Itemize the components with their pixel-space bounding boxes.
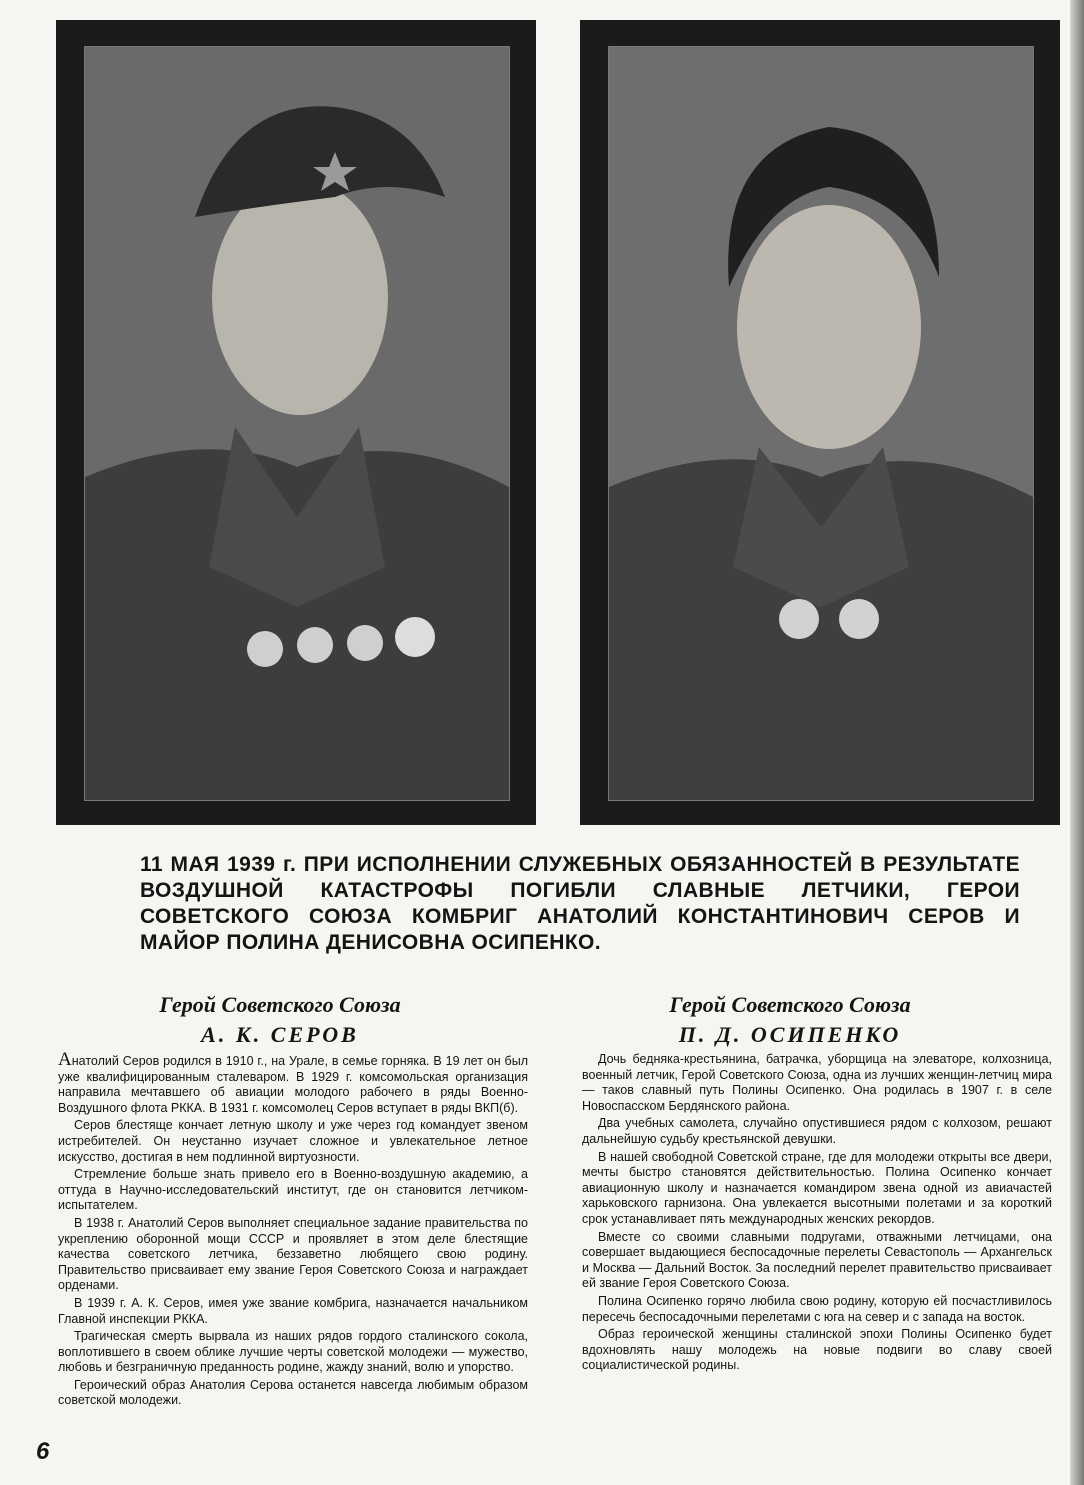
portrait-frame-osipenko (580, 20, 1060, 825)
bio-paragraph: В нашей свободной Советской стране, где для молодежи открыты все двери, мечты быстро становятся действительностью. Полина Осипенко кончает авиационную школу и назначается командиром звена одной из авиачастей харьковского гарнизона. Она увлекается высотными полетами и за короткий срок устанавливает пять международных женских рекордов. (582, 1149, 1052, 1226)
dropcap-letter: А (58, 1049, 72, 1070)
memorial-headline: 11 МАЯ 1939 г. ПРИ ИСПОЛНЕНИИ СЛУЖЕБНЫХ ОБЯЗАННОСТЕЙ В РЕЗУЛЬТАТЕ ВОЗДУШНОЙ КАТАСТРОФЫ ПОГИБЛИ СЛАВНЫЕ ЛЕТЧИКИ, ГЕРОИ СОВЕТСКОГО СОЮЗА КОМБРИГ АНАТОЛИЙ КОНСТАНТИНОВИЧ СЕРОВ И МАЙОР ПОЛИНА ДЕНИСОВНА ОСИПЕНКО. (140, 853, 1020, 954)
bio-paragraph: Героический образ Анатолия Серова останется навсегда любимым образом советской молодежи. (58, 1377, 528, 1408)
bio-title-serov: Герой Советского Союза (159, 992, 401, 1017)
bio-paragraph: Серов блестяще кончает летную школу и уже через год командует звеном истребителей. Он неустанно изучает сложное и увлекательное летное искусство, достигая в нем подлинной виртуозности. (58, 1118, 528, 1164)
bio-paragraph: Трагическая смерть вырвала из наших рядов гордого сталинского сокола, воплотившего в своем облике лучшие черты советской молодежи — мужество, любовь и безграничную преданность родине, жажду знаний, волю и упорство. (58, 1329, 528, 1375)
bio-column-serov (58, 1049, 528, 1411)
bio-name-serov: А. К. СЕРОВ (201, 1022, 359, 1047)
bio-paragraph: Два учебных самолета, случайно опустившиеся рядом с колхозом, решают дальнейшую судьбу крестьянской девушки. (582, 1116, 1052, 1146)
portrait-photo-serov (84, 46, 510, 801)
osipenko-portrait-illustration (609, 47, 1033, 800)
bio-paragraph: Дочь бедняка-крестьянина, батрачка, уборщица на элеваторе, колхозница, военный летчик, Герой Советского Союза, одна из лучших женщин-летчиц мира — таков славный путь Полины Осипенко. Она родилась в 1907 г. в селе Новоспасском Бердянского района. (582, 1052, 1052, 1113)
bio-paragraph: Стремление больше знать привело его в Военно-воздушную академию, а оттуда в Научно-исследовательский институт, где он становится летчиком-испытателем. (58, 1167, 528, 1213)
bio-paragraph: Образ героической женщины сталинской эпохи Полины Осипенко будет вдохновлять нашу молодежь на новые подвиги во славу своей социалистической родины. (582, 1327, 1052, 1373)
bio-column-osipenko (582, 1052, 1052, 1376)
bio-name-osipenko: П. Д. ОСИПЕНКО (678, 1022, 902, 1047)
page-binding-edge (1070, 0, 1084, 1485)
portrait-photo-osipenko (608, 46, 1034, 801)
bio-paragraph: Анатолий Серов родился в 1910 г., на Урале, в семье горняка. В 19 лет он был уже квалифицированным сталеваром. В 1929 г. комсомольская организация направила мечтавшего об авиации молодого рабочего в ряды Военно-Воздушного флота РККА. В 1931 г. комсомолец Серов вступает в ряды ВКП(б). (58, 1049, 528, 1115)
bio-paragraph: В 1938 г. Анатолий Серов выполняет специальное задание правительства по укреплению оборонной мощи СССР и проявляет в этом деле блестящие качества советского летчика, беззаветно любящего свою родину. Правительство присваивает ему звание Героя Советского Союза и награждает орденами. (58, 1215, 528, 1293)
page-number: 6 (36, 1438, 50, 1465)
bio-title-osipenko: Герой Советского Союза (669, 992, 911, 1017)
portrait-frame-serov (56, 20, 536, 825)
bio-paragraph: Полина Осипенко горячо любила свою родину, которую ей посчастливилось пересечь беспосадочными перелетами с юга на север и с запада на восток. (582, 1293, 1052, 1324)
bio-paragraph: Вместе со своими славными подругами, отважными летчицами, она совершает выдающиеся беспосадочные перелеты Севастополь — Архангельск и Москва — Дальний Восток. За последний перелет правительство присваивает ей звание Героя Советского Союза. (582, 1229, 1052, 1291)
bio-heading-osipenko (560, 990, 1020, 1050)
serov-portrait-illustration (85, 47, 509, 800)
bio-paragraph: В 1939 г. А. К. Серов, имея уже звание комбрига, назначается начальником Главной инспекции РККА. (58, 1295, 528, 1326)
bio-heading-serov (50, 990, 510, 1050)
